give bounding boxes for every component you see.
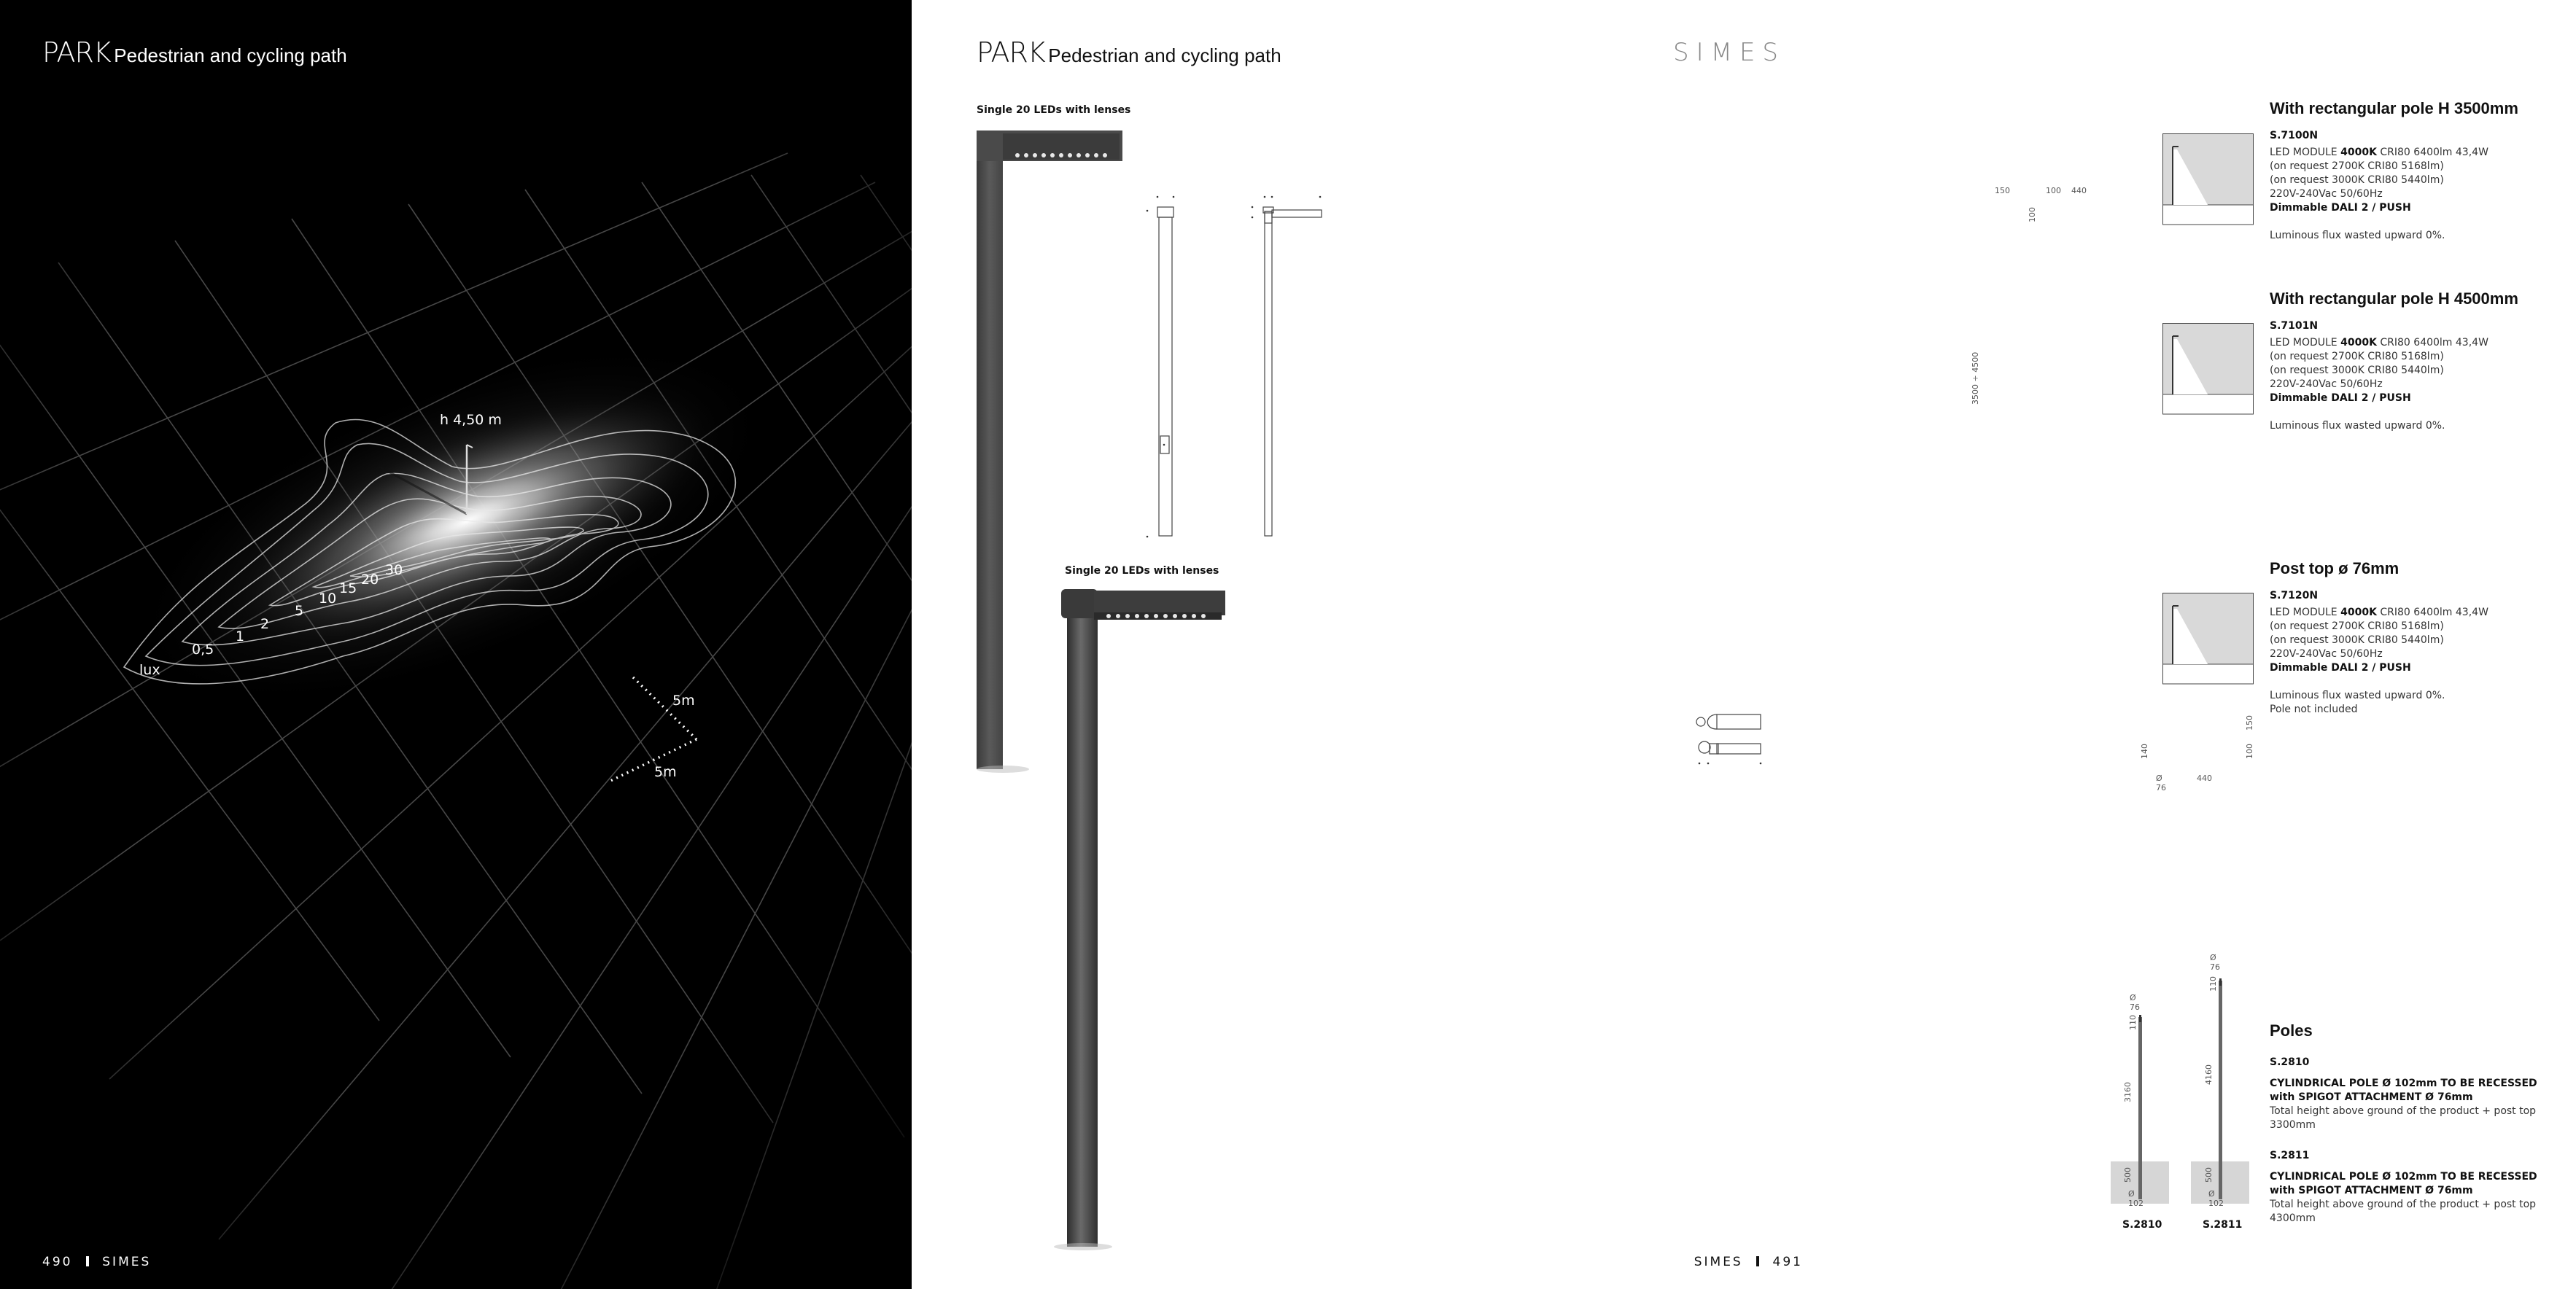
- folio-divider: [1756, 1256, 1759, 1266]
- post-top-drawing: [1692, 704, 1794, 762]
- product-specs: LED MODULE 4000K CRI80 6400lm 43,4W (on request 2700K CRI80 5168lm) (on request 3000K CRI80 5440lm) 220V-240Vac 50/60Hz Dimmable DALI 2 / PUSH Luminous flux wasted upward 0%.: [2270, 337, 2488, 432]
- lux-value-1: 1: [236, 628, 245, 644]
- folio-divider: [86, 1256, 89, 1266]
- photometric-icon-2: [2162, 323, 2254, 414]
- lux-value-2: 2: [260, 616, 270, 632]
- rectangular-pole-drawing: [1072, 175, 1378, 543]
- right-page-number: 491: [1772, 1255, 1803, 1269]
- pole-b-4160: 4160: [2204, 1064, 2214, 1085]
- lux-value-0-5: 0,5: [192, 642, 214, 658]
- pole-a-top-dim: Ø 76: [2130, 993, 2140, 1012]
- dim-pole-150: 150: [1995, 186, 2010, 195]
- left-subtitle: Pedestrian and cycling path: [114, 44, 347, 66]
- product-s7120n: [2270, 559, 2547, 717]
- pole-b-110: 110: [2208, 976, 2218, 992]
- right-brand: PARK: [977, 36, 1045, 69]
- pole-specs: CYLINDRICAL POLE Ø 102mm TO BE RECESSED with SPIGOT ATTACHMENT Ø 76mm Total height above ground of the product + post top 4300mm: [2270, 1171, 2537, 1224]
- dim-pole-height: 3500 ÷ 4500: [1971, 351, 1980, 405]
- right-page: [912, 0, 2537, 1289]
- pole-specs: CYLINDRICAL POLE Ø 102mm TO BE RECESSED with SPIGOT ATTACHMENT Ø 76mm Total height above ground of the product + post top 3300mm: [2270, 1078, 2537, 1131]
- left-folio: [42, 1255, 151, 1269]
- pole-b-label: S.2811: [2203, 1219, 2243, 1231]
- photometric-icon-3: [2162, 593, 2254, 684]
- pole-code: S.2811: [2270, 1150, 2310, 1161]
- lux-value-5: 5: [295, 603, 304, 619]
- caption-top: Single 20 LEDs with lenses: [977, 104, 1131, 116]
- product-s7101n: [2270, 289, 2547, 433]
- dim-top-150: 150: [2245, 715, 2254, 731]
- right-folio-brand: SIMES: [1694, 1255, 1743, 1269]
- scale-label-a: 5m: [672, 693, 695, 709]
- pole-b-500: 500: [2204, 1167, 2214, 1183]
- product-specs: LED MODULE 4000K CRI80 6400lm 43,4W (on request 2700K CRI80 5168lm) (on request 3000K CRI80 5440lm) 220V-240Vac 50/60Hz Dimmable DALI 2 / PUSH Luminous flux wasted upward 0%. Pole not included: [2270, 607, 2488, 715]
- dim-top-100: 100: [2245, 744, 2254, 759]
- pole-a-label: S.2810: [2122, 1219, 2162, 1231]
- dim-top-76: Ø 76: [2156, 774, 2166, 793]
- left-brand: PARK: [42, 36, 111, 69]
- pole-a-110: 110: [2128, 1015, 2138, 1030]
- photometric-icon-1: [2162, 133, 2254, 225]
- pole-a-3160: 3160: [2123, 1082, 2133, 1102]
- dim-pole-100: 100: [2046, 186, 2061, 195]
- lux-value-30: 30: [385, 562, 403, 578]
- isolux-render: [0, 0, 912, 1289]
- product-code: S.7100N: [2270, 130, 2319, 141]
- height-label: h 4,50 m: [440, 412, 502, 428]
- pole-b-top-dim: Ø 76: [2210, 953, 2220, 972]
- left-folio-brand: SIMES: [102, 1255, 152, 1269]
- lux-value-15: 15: [339, 580, 357, 596]
- lux-value-20: 20: [361, 572, 379, 588]
- pole-b-base-dim: Ø 102: [2208, 1189, 2224, 1208]
- right-folio: [1685, 1255, 1803, 1269]
- dim-top-140: 140: [2140, 744, 2149, 759]
- post-top-pole-photo: [1054, 583, 1229, 1254]
- dim-top-440: 440: [2197, 774, 2212, 783]
- product-specs: LED MODULE 4000K CRI80 6400lm 43,4W (on request 2700K CRI80 5168lm) (on request 3000K CRI80 5440lm) 220V-240Vac 50/60Hz Dimmable DALI 2 / PUSH Luminous flux wasted upward 0%.: [2270, 147, 2488, 241]
- product-code: S.7101N: [2270, 320, 2319, 332]
- pole-a-500: 500: [2123, 1167, 2133, 1183]
- product-title: With rectangular pole H 4500mm: [2270, 289, 2518, 308]
- pole-a-base-dim: Ø 102: [2128, 1189, 2144, 1208]
- dim-pole-440: 440: [2071, 186, 2087, 195]
- product-title: With rectangular pole H 3500mm: [2270, 99, 2518, 117]
- right-header: [977, 36, 1281, 69]
- poles-section: [2270, 1021, 2576, 1226]
- poles-title: Poles: [2270, 1021, 2313, 1040]
- left-page-number: 490: [42, 1255, 73, 1269]
- product-s7100n: [2270, 99, 2547, 243]
- simes-logo: SIMES: [1673, 38, 1786, 67]
- dim-pole-100-vertical: 100: [2028, 207, 2037, 222]
- product-title: Post top ø 76mm: [2270, 559, 2400, 577]
- scale-label-b: 5m: [654, 764, 677, 780]
- lux-value-10: 10: [319, 591, 337, 607]
- lux-unit-label: lux: [139, 662, 160, 678]
- pole-code: S.2810: [2270, 1056, 2310, 1068]
- left-header: [42, 36, 347, 69]
- right-subtitle: Pedestrian and cycling path: [1048, 44, 1281, 66]
- left-page: [0, 0, 912, 1289]
- product-code: S.7120N: [2270, 590, 2319, 601]
- caption-mid: Single 20 LEDs with lenses: [1065, 565, 1219, 577]
